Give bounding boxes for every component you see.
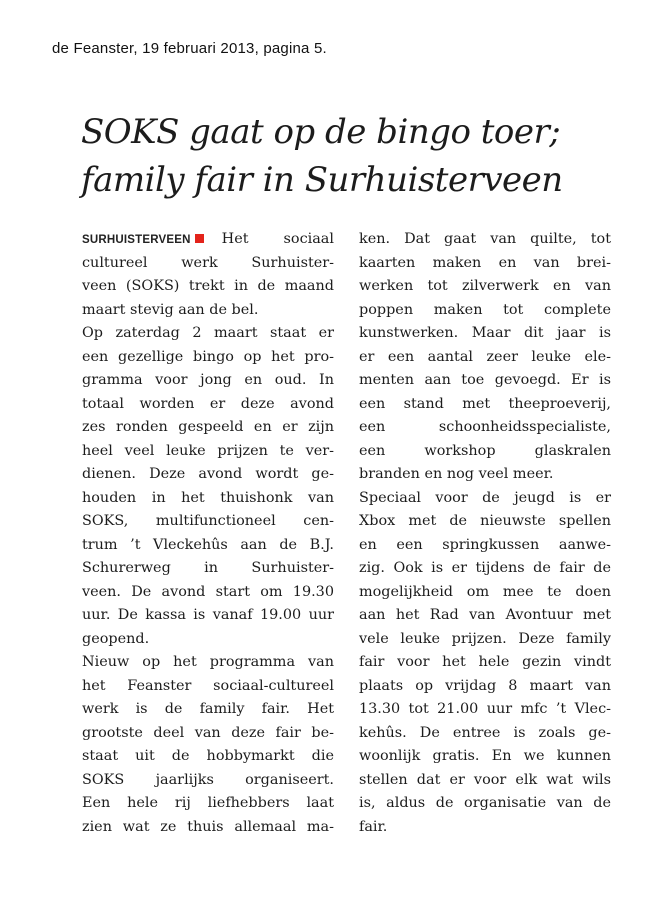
paragraph-line: werken tot zilverwerk en van: [359, 278, 611, 294]
source-line: de Feanster, 19 februari 2013, pagina 5.: [52, 40, 327, 57]
paragraph-line: zig. Ook is er tijdens de fair de: [359, 560, 611, 576]
headline-line-1: SOKS gaat op de bingo toer;: [81, 112, 561, 152]
paragraph-line: staat uit de hobbymarkt die: [82, 748, 334, 764]
paragraph-line: Schurerweg in Surhuister-: [82, 560, 334, 576]
paragraph-line: stellen dat er voor elk wat wils: [359, 771, 611, 788]
paragraph-line: een stand met theeproeverij,: [359, 395, 611, 412]
paragraph-line: poppen maken tot complete: [359, 301, 611, 318]
paragraph-line: branden en nog veel meer.: [359, 466, 554, 482]
paragraph-line: plaats op vrijdag 8 maart van: [359, 677, 611, 694]
paragraph-line: maart stevig aan de bel.: [82, 301, 259, 318]
paragraph-line: heel veel leuke prijzen te ver-: [82, 442, 334, 459]
paragraph-line: Xbox met de nieuwste spellen: [359, 513, 611, 529]
paragraph-line: een gezellige bingo op het pro-: [82, 348, 334, 365]
paragraph-line: kehûs. De entree is zoals ge-: [359, 724, 611, 741]
paragraph-line: is, aldus de organisatie van de: [359, 795, 611, 811]
paragraph-line: zien wat ze thuis allemaal ma-: [82, 818, 334, 835]
paragraph-line: woonlijk gratis. En we kunnen: [359, 748, 611, 764]
paragraph-line: het Feanster sociaal-cultureel: [82, 677, 334, 694]
paragraph-line: kaarten maken en van brei-: [359, 254, 611, 271]
paragraph-line: geopend.: [82, 630, 150, 647]
paragraph-line: Nieuw op het programma van: [82, 654, 334, 670]
paragraph-line: trum ’t Vleckehûs aan de B.J.: [82, 536, 334, 553]
paragraph-line: aan het Rad van Avontuur met: [359, 607, 611, 623]
article-column-right: [359, 228, 611, 839]
article-headline: [81, 108, 641, 204]
paragraph-line: vele leuke prijzen. Deze family: [359, 630, 611, 647]
paragraph-line: [82, 228, 334, 252]
paragraph-line: SOKS, multifunctioneel cen-: [82, 513, 334, 529]
paragraph-line: cultureel werk Surhuister-: [82, 254, 334, 271]
paragraph-line: mogelijkheid om mee te doen: [359, 583, 611, 600]
paragraph-line-text: Het sociaal: [221, 231, 334, 247]
paragraph-line: menten aan toe gevoegd. Er is: [359, 372, 611, 388]
paragraph-line: Een hele rij liefhebbers laat: [82, 795, 334, 811]
paragraph-line: gramma voor jong en oud. In: [82, 372, 334, 388]
paragraph-line: grootste deel van deze fair be-: [82, 724, 334, 741]
paragraph-line: werk is de family fair. Het: [82, 701, 334, 717]
paragraph-line: fair voor het hele gezin vindt: [359, 654, 611, 670]
article-column-left: [82, 228, 334, 839]
paragraph-line: houden in het thuishonk van: [82, 489, 334, 506]
paragraph-line: fair.: [359, 818, 388, 835]
headline-line-2: family fair in Surhuisterveen: [81, 160, 563, 200]
paragraph-line: een schoonheidsspecialiste,: [359, 419, 611, 435]
dateline: SURHUISTERVEEN: [82, 234, 191, 246]
paragraph-line: en een springkussen aanwe-: [359, 536, 611, 553]
paragraph-line: Speciaal voor de jeugd is er: [359, 489, 611, 506]
paragraph-line: dienen. Deze avond wordt ge-: [82, 466, 334, 482]
paragraph-line: Op zaterdag 2 maart staat er: [82, 325, 334, 341]
paragraph-line: totaal worden er deze avond: [82, 395, 334, 412]
paragraph-line: 13.30 tot 21.00 uur mfc ’t Vlec-: [359, 701, 611, 717]
dateline-bullet-icon: [195, 234, 204, 243]
paragraph-line: veen (SOKS) trekt in de maand: [82, 278, 334, 294]
paragraph-line: uur. De kassa is vanaf 19.00 uur: [82, 607, 334, 623]
paragraph-line: er een aantal zeer leuke ele-: [359, 348, 611, 365]
paragraph-line: zes ronden gespeeld en er zijn: [82, 419, 334, 435]
paragraph-line: ken. Dat gaat van quilte, tot: [359, 231, 611, 247]
paragraph-line: veen. De avond start om 19.30: [82, 583, 334, 600]
paragraph-line: een workshop glaskralen: [359, 442, 611, 459]
paragraph-line: SOKS jaarlijks organiseert.: [82, 771, 334, 788]
paragraph-line: kunstwerken. Maar dit jaar is: [359, 325, 611, 341]
